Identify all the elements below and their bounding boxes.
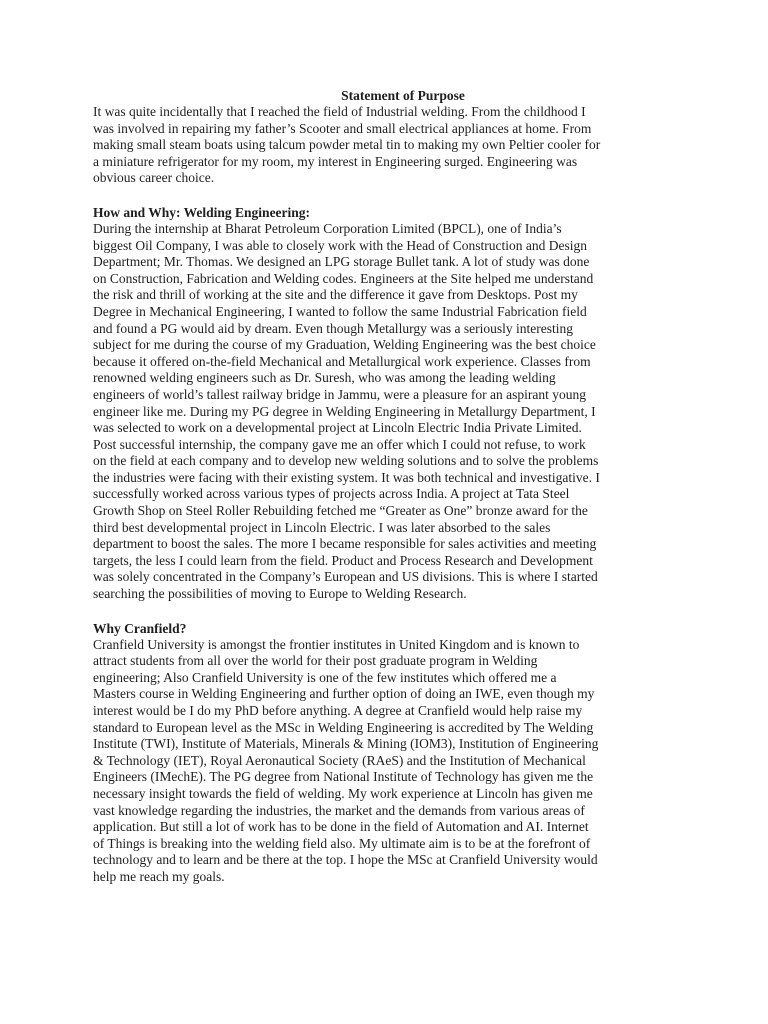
text-line: Engineers (IMechE). The PG degree from National Institute of Technology has given me the: [93, 769, 594, 785]
section-paragraph-cranfield: [93, 637, 693, 886]
text-line: interest would be I do my PhD before anything. A degree at Cranfield would help raise my: [93, 703, 583, 718]
text-line: application. But still a lot of work has to be done in the field of Automation and AI. Internet: [93, 819, 589, 835]
text-line: biggest Oil Company, I was able to closely work with the Head of Construction and Design: [93, 237, 588, 253]
text-line: a miniature refrigerator for my room, my interest in Engineering surged. Engineering was: [93, 153, 578, 169]
text-line: help me reach my goals.: [93, 868, 225, 884]
text-line: Department; Mr. Thomas. We designed an LPG storage Bullet tank. A lot of study was done: [93, 254, 590, 270]
text-line: standard to European level as the MSc in Welding Engineering is accredited by The Welding: [93, 719, 594, 735]
text-line: renowned welding engineers such as Dr. Suresh, who was among the leading welding: [93, 370, 556, 386]
text-line: attract students from all over the world for their post graduate program in Welding: [93, 653, 538, 669]
text-line: successfully worked across various types of projects across India. A project at Tata Steel: [93, 486, 570, 502]
text-line: necessary insight towards the field of welding. My work experience at Lincoln has given me: [93, 785, 593, 801]
text-line: Growth Shop on Steel Roller Rebuilding fetched me “Greater as One” bronze award for the: [93, 503, 588, 519]
text-line: engineer like me. During my PG degree in Welding Engineering in Metallurgy Department, I: [93, 403, 596, 419]
text-line: Degree in Mechanical Engineering, I wanted to follow the same Industrial Fabrication field: [93, 303, 587, 319]
text-line: of Things is breaking into the welding field also. My ultimate aim is to be at the forefront of: [93, 835, 591, 851]
text-line: department to boost the sales. The more I became responsible for sales activities and meeting: [93, 536, 597, 552]
text-line: It was quite incidentally that I reached the field of Industrial welding. From the childhood I: [93, 104, 586, 119]
text-line: vast knowledge regarding the industries, the market and the demands from various areas of: [93, 802, 585, 818]
text-line: on the field at each company and to develop new welding solutions and to solve the problems: [93, 453, 599, 469]
text-line: was involved in repairing my father’s Scooter and small electrical appliances at home. From: [93, 120, 592, 136]
text-line: third best developmental project in Lincoln Electric. I was later absorbed to the sales: [93, 519, 551, 535]
paragraph-spacer: [93, 603, 693, 620]
paragraph-spacer: [93, 187, 693, 204]
text-line: Institute (TWI), Institute of Materials, Minerals & Mining (IOM3), Institution of Engineering: [93, 736, 599, 752]
text-line: Post successful internship, the company gave me an offer which I could not refuse, to work: [93, 436, 586, 452]
intro-paragraph: [93, 104, 693, 187]
text-line: searching the possibilities of moving to Europe to Welding Research.: [93, 586, 467, 602]
text-line: the industries were facing with their existing system. It was both technical and investigative. I: [93, 469, 600, 485]
text-line: because it offered on-the-field Mechanical and Metallurgical work experience. Classes from: [93, 353, 591, 369]
section-paragraph-welding: [93, 221, 693, 603]
text-line: making small steam boats using talcum powder metal tin to making my own Peltier cooler for: [93, 137, 601, 153]
text-line: on Construction, Fabrication and Welding codes. Engineers at the Site helped me understand: [93, 270, 594, 286]
text-line: was solely concentrated in the Company’s European and US divisions. This is where I started: [93, 569, 598, 585]
text-line: and found a PG would aid by dream. Even though Metallurgy was a seriously interesting: [93, 320, 574, 336]
text-line: was selected to work on a developmental project at Lincoln Electric India Private Limited.: [93, 420, 582, 436]
text-line: the risk and thrill of working at the site and the difference it gave from Desktops. Post my: [93, 287, 578, 303]
text-line: Masters course in Welding Engineering and further option of doing an IWE, even though my: [93, 686, 595, 702]
document-title: Statement of Purpose: [341, 88, 465, 103]
text-line: technology and to learn and be there at the top. I hope the MSc at Cranfield University would: [93, 852, 598, 868]
section-heading-welding: How and Why: Welding Engineering:: [93, 204, 311, 220]
text-line: targets, the less I could learn from the field. Product and Process Research and Development: [93, 552, 593, 568]
text-line: subject for me during the course of my Graduation, Welding Engineering was the best choice: [93, 337, 596, 353]
text-line: During the internship at Bharat Petroleum Corporation Limited (BPCL), one of India’s: [93, 220, 562, 236]
text-line: engineering; Also Cranfield University is one of the few institutes which offered me a: [93, 669, 557, 685]
text-line: & Technology (IET), Royal Aeronautical Society (RAeS) and the Institution of Mechanical: [93, 752, 586, 768]
text-line: engineers of world’s tallest railway bridge in Jammu, were a pleasure for an aspirant young: [93, 386, 586, 402]
document-page: [93, 87, 693, 886]
text-line: obvious career choice.: [93, 170, 215, 186]
text-line: Cranfield University is amongst the frontier institutes in United Kingdom and is known to: [93, 636, 580, 652]
section-heading-cranfield: Why Cranfield?: [93, 620, 187, 636]
